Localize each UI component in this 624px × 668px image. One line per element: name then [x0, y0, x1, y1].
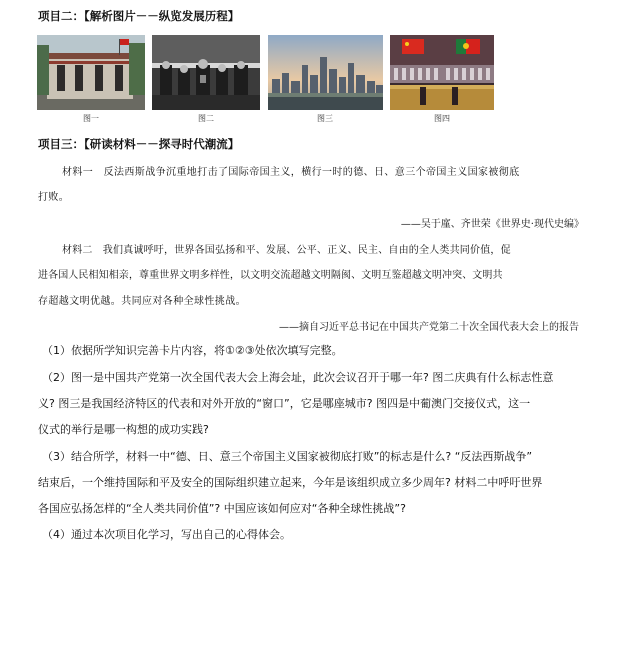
- city-skyline-photo: [268, 35, 383, 110]
- figure2-photo: [152, 35, 260, 110]
- question-2-line: （2）图一是中国共产党第一次全国代表大会上海会址，此次会议召开于哪一年? 图二庆典有什么标志性意: [42, 371, 554, 384]
- figure3-photo: [268, 35, 383, 110]
- question-1: （1）依据所学知识完善卡片内容，将①②③处依次填写完整。: [42, 344, 343, 357]
- figure3-caption: 图三: [317, 114, 333, 123]
- ceremony-crowd-photo: [152, 35, 260, 110]
- question-2-line: 义? 图三是我国经济特区的代表和对外开放的“窗口”，它是哪座城市? 图四是中葡澳门交接仪式，这一: [38, 397, 531, 410]
- handover-ceremony-photo: [390, 35, 494, 110]
- figure1-caption: 图一: [83, 114, 99, 123]
- material1-source: ——吴于廑、齐世荣《世界史·现代史编》: [400, 219, 584, 230]
- question-2-line: 仪式的举行是哪一构想的成功实践?: [38, 423, 209, 436]
- material2-line: 存超越文明优越。共同应对各种全球性挑战。: [38, 296, 246, 307]
- material2-line: 材料二 我们真诚呼吁，世界各国弘扬和平、发展、公平、正义、民主、自由的全人类共同价值，促: [62, 245, 511, 256]
- material2-source: ——摘自习近平总书记在中国共产党第二十次全国代表大会上的报告: [279, 322, 579, 333]
- section3-heading: 项目三：【研读材料－－探寻时代潮流】: [38, 137, 240, 151]
- material1-line: 打败。: [38, 192, 70, 203]
- question-3-line: 结束后，一个维持国际和平及安全的国际组织建立起来，今年是该组织成立多少周年? 材料二中呼吁世界: [38, 476, 543, 489]
- figure2-caption: 图二: [198, 114, 214, 123]
- figure4-photo: [390, 35, 494, 110]
- question-4: （4）通过本次项目化学习，写出自己的心得体会。: [42, 528, 291, 541]
- historic-building-photo: [37, 35, 145, 110]
- question-3-line: （3）结合所学，材料一中“德、日、意三个帝国主义国家被彻底打败”的标志是什么? “反法西斯战争”: [42, 450, 533, 463]
- figure4-caption: 图四: [434, 114, 450, 123]
- section2-heading: 项目二：【解析图片－－纵览发展历程】: [38, 9, 240, 23]
- question-3-line: 各国应弘扬怎样的“全人类共同价值”? 中国应该如何应对“各种全球性挑战”?: [38, 502, 406, 515]
- figure1-photo: [37, 35, 145, 110]
- material2-line: 进各国人民相知相亲，尊重世界文明多样性，以文明交流超越文明隔阂、文明互鉴超越文明冲突、文明共: [38, 270, 503, 281]
- material1-line: 材料一 反法西斯战争沉重地打击了国际帝国主义，横行一时的德、日、意三个帝国主义国家被彻底: [62, 167, 520, 178]
